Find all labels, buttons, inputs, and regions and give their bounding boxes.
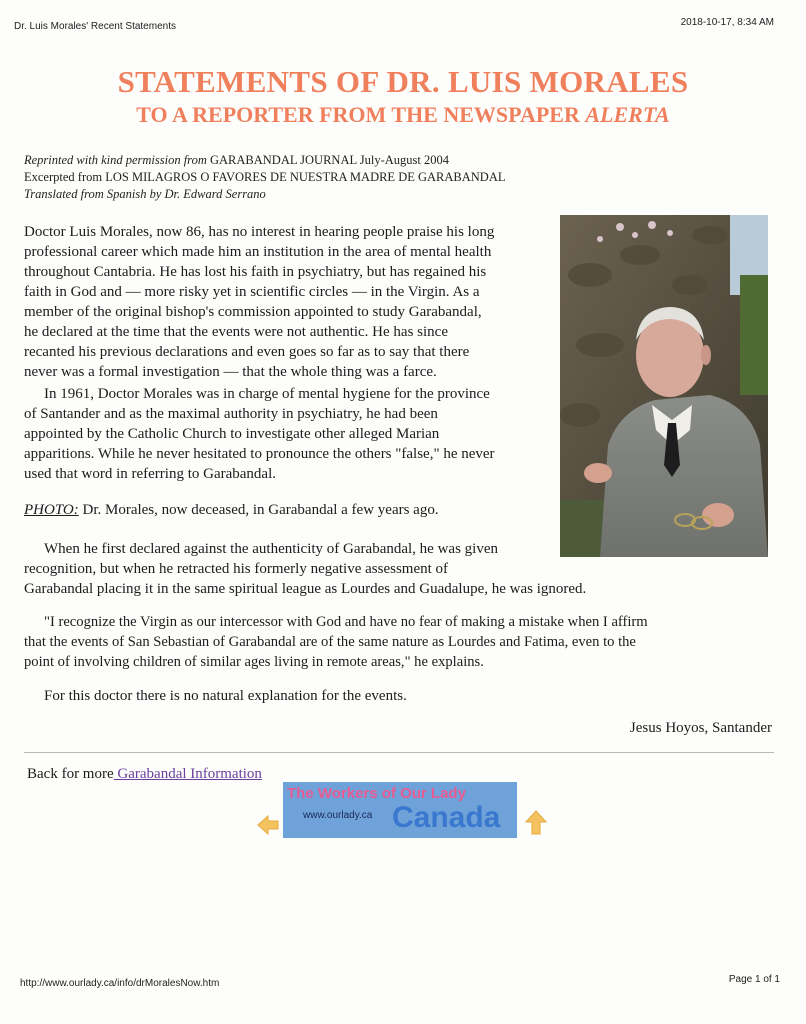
paragraph-5: For this doctor there is no natural explanation for the events. (44, 688, 407, 704)
signature: Jesus Hoyos, Santander (629, 720, 772, 736)
back-arrow-icon[interactable] (255, 812, 281, 838)
ourlady-banner[interactable] (283, 782, 517, 838)
photo-dr-morales (560, 215, 768, 557)
banner-title: The Workers of Our Lady (287, 785, 466, 802)
back-link-row: Back for more Garabandal Information (27, 766, 262, 782)
paragraph-4-first-line: "I recognize the Virgin as our intercessor with God and have no fear of making a mistake when I affirm (44, 614, 648, 630)
credit-translation: Translated from Spanish by Dr. Edward Serrano (24, 187, 266, 201)
paragraph-1: Doctor Luis Morales, now 86, has no interest in hearing people praise his long professional career which made him an institution in the area of mental health throughout Cantabria. He has lost his faith in psychiatry, but has regained his faith in God and — more risky yet in scientific circles — in the Virgin. As a member of the original bishop's commission appointed to study Garabandal, he declared at the time that the events were not authentic. He has since recanted his previous declarations and even goes so far as to say that there never was a formal investigation — that the whole thing was a farce. (24, 224, 495, 380)
paragraph-2-first-line: In 1961, Doctor Morales was in charge of mental hygiene for the province (44, 386, 490, 402)
article-subtitle: TO A REPORTER FROM THE NEWSPAPER ALERTA (136, 102, 670, 127)
photo-caption: PHOTO: Dr. Morales, now deceased, in Garabandal a few years ago. (24, 502, 439, 518)
banner-country: Canada (392, 801, 501, 834)
garabandal-information-link[interactable]: Garabandal Information (113, 766, 262, 782)
paragraph-2: of Santander and as the maximal authority in psychiatry, he had been appointed by the Catholic Church to investigate other alleged Marian apparitions. While he never hesitated to pronounce the others "false," he never used that word in referring to Garabandal. (24, 406, 495, 482)
print-header-title: Dr. Luis Morales' Recent Statements (14, 21, 176, 32)
credit-reprint: Reprinted with kind permission from GARABANDAL JOURNAL July-August 2004 (24, 153, 450, 167)
print-header-datetime: 2018-10-17, 8:34 AM (680, 17, 774, 28)
print-footer-url: http://www.ourlady.ca/info/drMoralesNow.htm (20, 978, 220, 989)
paragraph-4: that the events of San Sebastian of Garabandal are of the same nature as Lourdes and Fatima, even to the point of involving children of similar ages living in remote areas," he explains. (24, 634, 636, 670)
paragraph-3-first-line: When he first declared against the authenticity of Garabandal, he was given (44, 541, 498, 557)
credit-excerpt: Excerpted from LOS MILAGROS O FAVORES DE NUESTRA MADRE DE GARABANDAL (24, 170, 506, 184)
banner-url: www.ourlady.ca (303, 810, 373, 821)
print-footer-page: Page 1 of 1 (728, 974, 780, 985)
top-arrow-icon[interactable] (523, 808, 549, 838)
paragraph-3: recognition, but when he retracted his formerly negative assessment of Garabandal placing it in the same spiritual league as Lourdes and Guadalupe, he was ignored. (24, 561, 587, 597)
divider (24, 752, 774, 753)
article-title: STATEMENTS OF DR. LUIS MORALES (117, 64, 689, 99)
